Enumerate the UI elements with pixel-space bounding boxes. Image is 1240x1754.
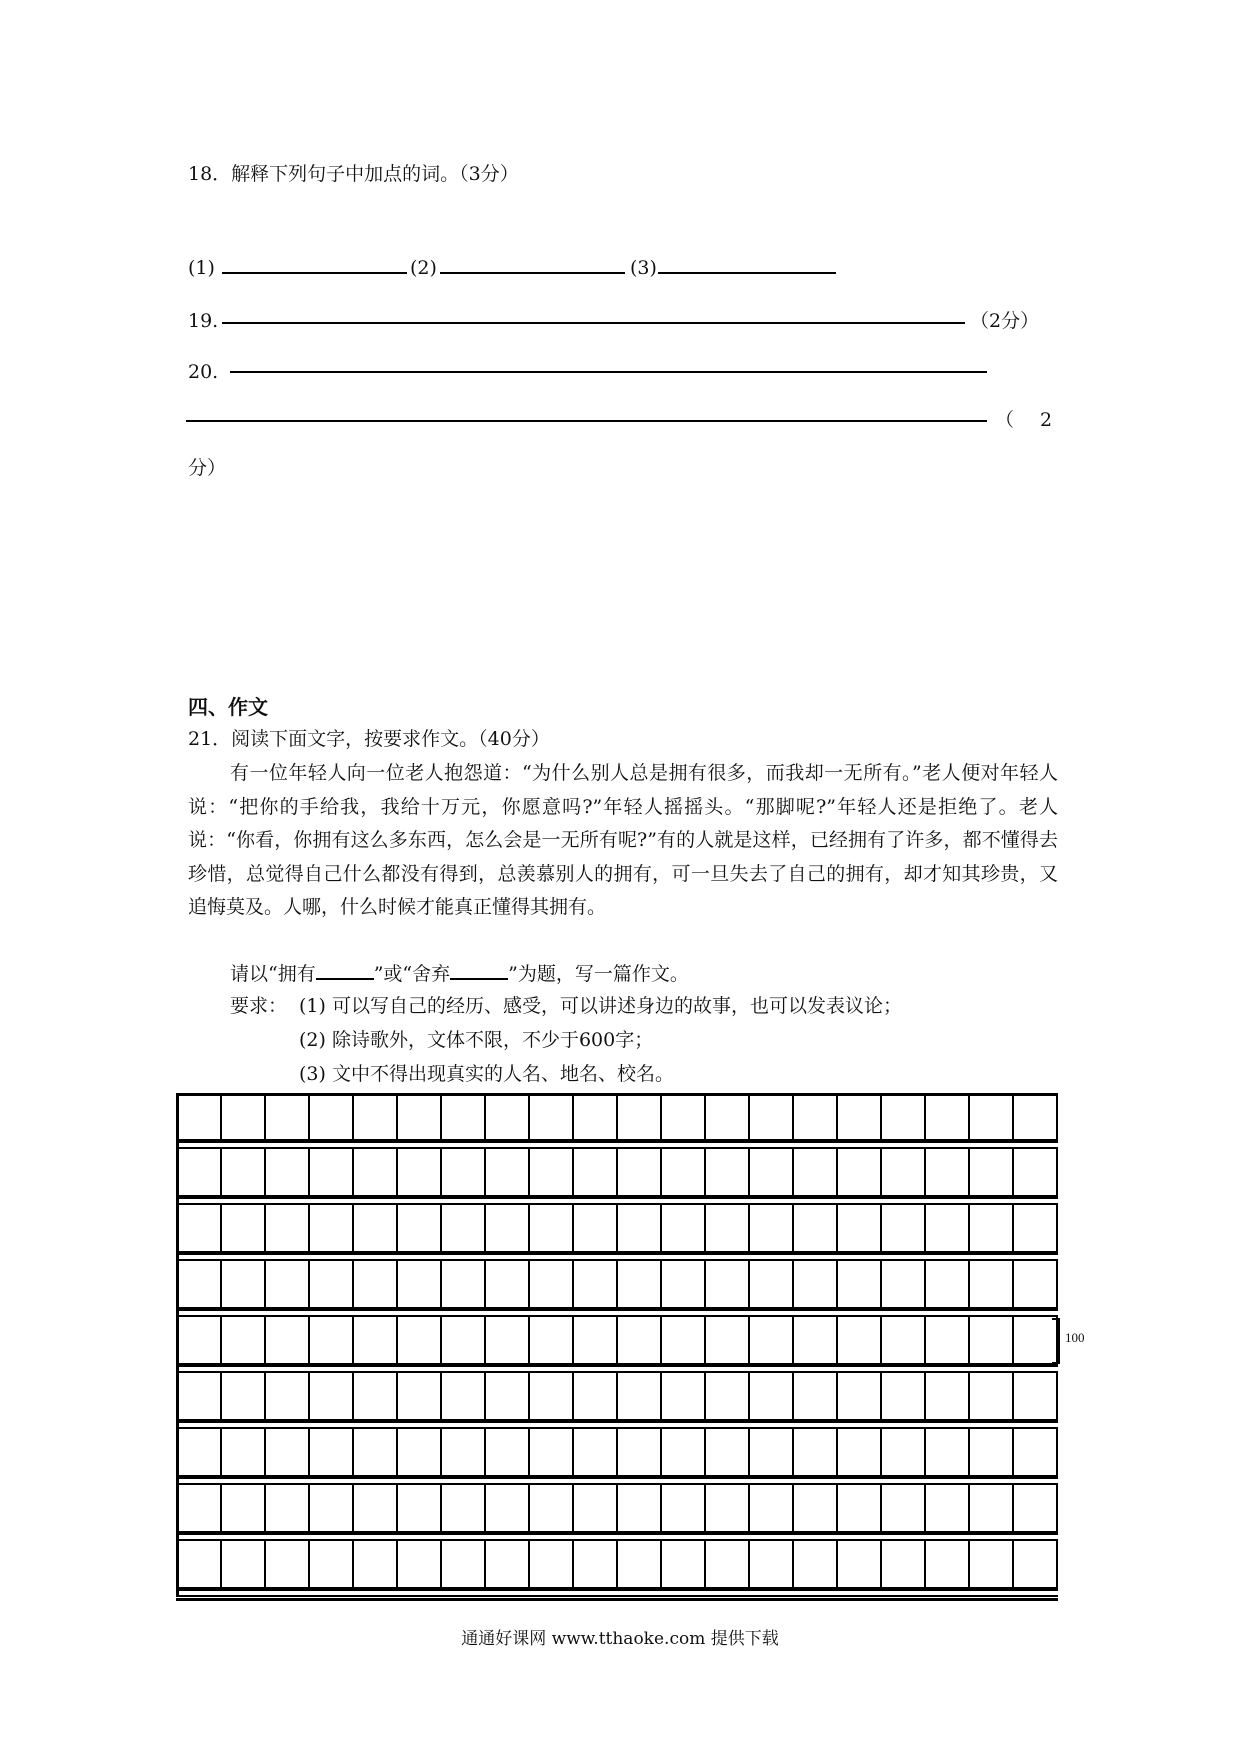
question-20-points-open: （ bbox=[995, 409, 1015, 431]
grid-row-cells bbox=[176, 1373, 1058, 1419]
grid-cell[interactable] bbox=[662, 1096, 706, 1142]
grid-cell[interactable] bbox=[222, 1317, 266, 1363]
grid-row-thick-rule bbox=[176, 1307, 1058, 1311]
q19-answer-line[interactable] bbox=[222, 322, 965, 324]
grid-cell[interactable] bbox=[750, 1541, 794, 1587]
grid-cell[interactable] bbox=[970, 1096, 1014, 1142]
grid-row-thick-rule bbox=[176, 1587, 1058, 1591]
grid-cell[interactable] bbox=[222, 1205, 266, 1251]
grid-row-thin-rule bbox=[176, 1595, 1058, 1597]
grid-cell[interactable] bbox=[1014, 1096, 1058, 1142]
grid-cell[interactable] bbox=[222, 1373, 266, 1419]
grid-cell[interactable] bbox=[1014, 1541, 1058, 1587]
grid-cell[interactable] bbox=[794, 1541, 838, 1587]
grid-cell[interactable] bbox=[310, 1205, 354, 1251]
grid-cell[interactable] bbox=[662, 1373, 706, 1419]
grid-cell[interactable] bbox=[662, 1205, 706, 1251]
grid-cell[interactable] bbox=[574, 1261, 618, 1307]
grid-cell[interactable] bbox=[750, 1205, 794, 1251]
title-instruction-part-3: ”为题，写一篇作文。 bbox=[508, 963, 689, 985]
grid-cell[interactable] bbox=[442, 1261, 486, 1307]
question-20-points-value: 2 bbox=[1040, 409, 1053, 431]
grid-cell[interactable] bbox=[178, 1541, 222, 1587]
grid-cell[interactable] bbox=[926, 1096, 970, 1142]
grid-cell[interactable] bbox=[398, 1429, 442, 1475]
grid-cell[interactable] bbox=[618, 1096, 662, 1142]
grid-cell[interactable] bbox=[1014, 1429, 1058, 1475]
grid-cell[interactable] bbox=[574, 1429, 618, 1475]
grid-cell[interactable] bbox=[750, 1096, 794, 1142]
grid-cell[interactable] bbox=[662, 1149, 706, 1195]
grid-cell[interactable] bbox=[530, 1096, 574, 1142]
grid-cell[interactable] bbox=[310, 1541, 354, 1587]
grid-cell[interactable] bbox=[970, 1149, 1014, 1195]
grid-cell[interactable] bbox=[486, 1541, 530, 1587]
grid-row-thick-rule bbox=[176, 1363, 1058, 1367]
grid-row bbox=[176, 1429, 1058, 1485]
grid-cell[interactable] bbox=[838, 1317, 882, 1363]
q18-answer-line-2[interactable] bbox=[440, 272, 625, 274]
requirements-label: 要求： bbox=[230, 995, 288, 1017]
grid-cell[interactable] bbox=[1014, 1485, 1058, 1531]
grid-cell[interactable] bbox=[882, 1149, 926, 1195]
grid-cell[interactable] bbox=[354, 1149, 398, 1195]
grid-cell[interactable] bbox=[794, 1317, 838, 1363]
grid-row bbox=[176, 1093, 1058, 1149]
grid-cell[interactable] bbox=[882, 1261, 926, 1307]
grid-cell[interactable] bbox=[354, 1541, 398, 1587]
grid-row bbox=[176, 1261, 1058, 1317]
grid-cell[interactable] bbox=[354, 1373, 398, 1419]
grid-cell[interactable] bbox=[882, 1205, 926, 1251]
grid-cell[interactable] bbox=[178, 1096, 222, 1142]
requirement-2: (2) 除诗歌外，文体不限，不少于600字； bbox=[299, 1029, 654, 1051]
grid-cell[interactable] bbox=[838, 1149, 882, 1195]
grid-cell[interactable] bbox=[882, 1096, 926, 1142]
q18-answer-line-3[interactable] bbox=[658, 272, 836, 274]
grid-cell[interactable] bbox=[486, 1373, 530, 1419]
grid-cell[interactable] bbox=[266, 1373, 310, 1419]
grid-cell[interactable] bbox=[310, 1485, 354, 1531]
grid-cell[interactable] bbox=[1014, 1149, 1058, 1195]
marker-bracket bbox=[1052, 1318, 1060, 1364]
grid-cell[interactable] bbox=[266, 1541, 310, 1587]
grid-row-cells bbox=[176, 1149, 1058, 1195]
grid-cell[interactable] bbox=[838, 1485, 882, 1531]
grid-cell[interactable] bbox=[486, 1261, 530, 1307]
grid-cell[interactable] bbox=[706, 1541, 750, 1587]
grid-cell[interactable] bbox=[530, 1205, 574, 1251]
grid-cell[interactable] bbox=[486, 1429, 530, 1475]
grid-cell[interactable] bbox=[354, 1261, 398, 1307]
grid-cell[interactable] bbox=[530, 1485, 574, 1531]
title-blank-2 bbox=[450, 960, 508, 980]
q18-blank-label-2: (2) bbox=[410, 257, 437, 279]
grid-cell[interactable] bbox=[442, 1541, 486, 1587]
grid-cell[interactable] bbox=[706, 1373, 750, 1419]
grid-cell[interactable] bbox=[618, 1205, 662, 1251]
question-19-number: 19. bbox=[188, 310, 219, 332]
grid-cell[interactable] bbox=[442, 1373, 486, 1419]
grid-cell[interactable] bbox=[354, 1205, 398, 1251]
grid-cell[interactable] bbox=[794, 1429, 838, 1475]
grid-cell[interactable] bbox=[486, 1149, 530, 1195]
grid-cell[interactable] bbox=[266, 1429, 310, 1475]
grid-cell[interactable] bbox=[266, 1149, 310, 1195]
grid-cell[interactable] bbox=[574, 1149, 618, 1195]
grid-row bbox=[176, 1317, 1058, 1373]
question-19-points: （2分） bbox=[970, 310, 1040, 332]
q18-blank-label-3: (3) bbox=[630, 257, 657, 279]
grid-cell[interactable] bbox=[266, 1096, 310, 1142]
grid-cell[interactable] bbox=[794, 1096, 838, 1142]
grid-row-thick-rule bbox=[176, 1475, 1058, 1479]
grid-row-thick-rule bbox=[176, 1139, 1058, 1143]
grid-cell[interactable] bbox=[574, 1373, 618, 1419]
grid-row-cells bbox=[176, 1317, 1058, 1363]
grid-cell[interactable] bbox=[926, 1205, 970, 1251]
grid-row-thick-rule bbox=[176, 1419, 1058, 1423]
grid-cell[interactable] bbox=[794, 1149, 838, 1195]
grid-row-cells bbox=[176, 1429, 1058, 1475]
grid-cell[interactable] bbox=[398, 1261, 442, 1307]
grid-cell[interactable] bbox=[398, 1096, 442, 1142]
grid-row-thick-rule bbox=[176, 1195, 1058, 1199]
grid-cell[interactable] bbox=[354, 1429, 398, 1475]
grid-cell[interactable] bbox=[354, 1317, 398, 1363]
grid-cell[interactable] bbox=[354, 1096, 398, 1142]
grid-cell[interactable] bbox=[970, 1205, 1014, 1251]
grid-cell[interactable] bbox=[926, 1261, 970, 1307]
grid-cell[interactable] bbox=[838, 1261, 882, 1307]
title-instruction-part-1: 请以“拥有 bbox=[230, 963, 316, 985]
grid-cell[interactable] bbox=[706, 1096, 750, 1142]
grid-cell[interactable] bbox=[266, 1485, 310, 1531]
grid-cell[interactable] bbox=[838, 1205, 882, 1251]
grid-cell[interactable] bbox=[882, 1317, 926, 1363]
q18-blank-label-1: (1) bbox=[188, 257, 215, 279]
grid-cell[interactable] bbox=[706, 1429, 750, 1475]
grid-cell[interactable] bbox=[178, 1149, 222, 1195]
grid-cell[interactable] bbox=[1014, 1261, 1058, 1307]
grid-cell[interactable] bbox=[574, 1096, 618, 1142]
grid-cell[interactable] bbox=[530, 1261, 574, 1307]
grid-cell[interactable] bbox=[178, 1485, 222, 1531]
grid-cell[interactable] bbox=[530, 1541, 574, 1587]
grid-cell[interactable] bbox=[750, 1485, 794, 1531]
grid-cell[interactable] bbox=[970, 1373, 1014, 1419]
grid-cell[interactable] bbox=[486, 1205, 530, 1251]
question-18-prompt: 18．解释下列句子中加点的词。（3分） bbox=[188, 163, 519, 185]
grid-cell[interactable] bbox=[926, 1485, 970, 1531]
grid-row bbox=[176, 1485, 1058, 1541]
grid-cell[interactable] bbox=[618, 1317, 662, 1363]
grid-cell[interactable] bbox=[530, 1317, 574, 1363]
grid-cell[interactable] bbox=[838, 1096, 882, 1142]
grid-cell[interactable] bbox=[442, 1149, 486, 1195]
grid-cell[interactable] bbox=[750, 1429, 794, 1475]
footer-text: 通通好课网 www.tthaoke.com 提供下载 bbox=[461, 1629, 779, 1649]
grid-cell[interactable] bbox=[794, 1261, 838, 1307]
q20-answer-line-2[interactable] bbox=[186, 420, 987, 422]
grid-cell[interactable] bbox=[618, 1261, 662, 1307]
grid-cell[interactable] bbox=[618, 1485, 662, 1531]
grid-cell[interactable] bbox=[574, 1205, 618, 1251]
grid-bottom-rule bbox=[176, 1598, 1058, 1601]
grid-cell[interactable] bbox=[662, 1485, 706, 1531]
grid-cell[interactable] bbox=[398, 1317, 442, 1363]
grid-cell[interactable] bbox=[970, 1261, 1014, 1307]
grid-cell[interactable] bbox=[398, 1149, 442, 1195]
grid-cell[interactable] bbox=[618, 1373, 662, 1419]
grid-row-thick-rule bbox=[176, 1251, 1058, 1255]
question-20-points-close: 分） bbox=[188, 457, 227, 479]
grid-cell[interactable] bbox=[662, 1317, 706, 1363]
composition-grid[interactable] bbox=[176, 1093, 1058, 1597]
grid-cell[interactable] bbox=[794, 1485, 838, 1531]
grid-cell[interactable] bbox=[178, 1317, 222, 1363]
grid-cell[interactable] bbox=[838, 1373, 882, 1419]
grid-cell[interactable] bbox=[178, 1429, 222, 1475]
grid-row bbox=[176, 1205, 1058, 1261]
grid-cell[interactable] bbox=[222, 1429, 266, 1475]
grid-row-thick-rule bbox=[176, 1531, 1058, 1535]
title-blank-1 bbox=[316, 960, 374, 980]
grid-cell[interactable] bbox=[486, 1317, 530, 1363]
grid-cell[interactable] bbox=[970, 1429, 1014, 1475]
grid-cell[interactable] bbox=[398, 1205, 442, 1251]
grid-row-cells bbox=[176, 1205, 1058, 1251]
question-20-number: 20. bbox=[188, 361, 219, 383]
composition-passage: 有一位年轻人向一位老人抱怨道：“为什么别人总是拥有很多，而我却一无所有。”老人便对年轻人说：“把你的手给我，我给十万元，你愿意吗?”年轻人摇摇头。“那脚呢?”年轻人还是拒绝了。老人说：“你看，你拥有这么多东西，怎么会是一无所有呢?”有的人就是这样，已经拥有了许多，都不懂得去珍惜，总觉得自己什么都没有得到，总羡慕别人的拥有，可一旦失去了自己的拥有，却才知其珍贵，又追悔莫及。人哪，什么时候才能真正懂得其拥有。 bbox=[188, 762, 1058, 918]
grid-cell[interactable] bbox=[310, 1149, 354, 1195]
grid-cell[interactable] bbox=[706, 1485, 750, 1531]
grid-cell[interactable] bbox=[530, 1373, 574, 1419]
grid-cell[interactable] bbox=[750, 1149, 794, 1195]
character-count-marker: 100 bbox=[1065, 1330, 1085, 1345]
grid-cell[interactable] bbox=[442, 1096, 486, 1142]
grid-cell[interactable] bbox=[178, 1373, 222, 1419]
grid-cell[interactable] bbox=[662, 1261, 706, 1307]
grid-row bbox=[176, 1541, 1058, 1597]
grid-cell[interactable] bbox=[1014, 1373, 1058, 1419]
grid-cell[interactable] bbox=[222, 1149, 266, 1195]
grid-cell[interactable] bbox=[222, 1096, 266, 1142]
grid-cell[interactable] bbox=[662, 1541, 706, 1587]
grid-cell[interactable] bbox=[530, 1149, 574, 1195]
grid-cell[interactable] bbox=[442, 1205, 486, 1251]
grid-cell[interactable] bbox=[442, 1429, 486, 1475]
grid-cell[interactable] bbox=[618, 1149, 662, 1195]
grid-cell[interactable] bbox=[970, 1485, 1014, 1531]
grid-cell[interactable] bbox=[266, 1317, 310, 1363]
grid-cell[interactable] bbox=[310, 1373, 354, 1419]
grid-cell[interactable] bbox=[750, 1317, 794, 1363]
grid-row bbox=[176, 1149, 1058, 1205]
grid-cell[interactable] bbox=[442, 1485, 486, 1531]
question-21-prompt: 21．阅读下面文字，按要求作文。（40分） bbox=[188, 728, 550, 750]
section-heading: 四、作文 bbox=[188, 695, 268, 719]
grid-cell[interactable] bbox=[882, 1485, 926, 1531]
grid-cell[interactable] bbox=[178, 1205, 222, 1251]
grid-cell[interactable] bbox=[926, 1373, 970, 1419]
grid-row-cells bbox=[176, 1093, 1058, 1139]
grid-cell[interactable] bbox=[882, 1541, 926, 1587]
grid-cell[interactable] bbox=[222, 1541, 266, 1587]
grid-cell[interactable] bbox=[706, 1261, 750, 1307]
grid-cell[interactable] bbox=[222, 1485, 266, 1531]
grid-cell[interactable] bbox=[1014, 1205, 1058, 1251]
grid-cell[interactable] bbox=[926, 1541, 970, 1587]
grid-cell[interactable] bbox=[750, 1261, 794, 1307]
grid-cell[interactable] bbox=[486, 1485, 530, 1531]
grid-cell[interactable] bbox=[970, 1317, 1014, 1363]
grid-cell[interactable] bbox=[310, 1096, 354, 1142]
grid-cell[interactable] bbox=[706, 1149, 750, 1195]
grid-cell[interactable] bbox=[926, 1149, 970, 1195]
grid-cell[interactable] bbox=[618, 1429, 662, 1475]
grid-cell[interactable] bbox=[486, 1096, 530, 1142]
requirement-3: (3) 文中不得出现真实的人名、地名、校名。 bbox=[299, 1063, 674, 1085]
grid-cell[interactable] bbox=[970, 1541, 1014, 1587]
grid-cell[interactable] bbox=[662, 1429, 706, 1475]
grid-cell[interactable] bbox=[706, 1317, 750, 1363]
grid-row-cells bbox=[176, 1261, 1058, 1307]
grid-cell[interactable] bbox=[574, 1485, 618, 1531]
grid-cell[interactable] bbox=[310, 1261, 354, 1307]
grid-cell[interactable] bbox=[574, 1317, 618, 1363]
grid-row-cells bbox=[176, 1485, 1058, 1531]
grid-cell[interactable] bbox=[398, 1541, 442, 1587]
grid-cell[interactable] bbox=[926, 1317, 970, 1363]
grid-cell[interactable] bbox=[882, 1429, 926, 1475]
grid-cell[interactable] bbox=[442, 1317, 486, 1363]
grid-row-cells bbox=[176, 1541, 1058, 1587]
grid-cell[interactable] bbox=[750, 1373, 794, 1419]
grid-cell[interactable] bbox=[574, 1541, 618, 1587]
grid-cell[interactable] bbox=[310, 1317, 354, 1363]
grid-cell[interactable] bbox=[398, 1485, 442, 1531]
grid-cell[interactable] bbox=[222, 1261, 266, 1307]
grid-cell[interactable] bbox=[618, 1541, 662, 1587]
q20-answer-line-1[interactable] bbox=[230, 371, 987, 373]
grid-cell[interactable] bbox=[838, 1429, 882, 1475]
grid-cell[interactable] bbox=[794, 1205, 838, 1251]
grid-cell[interactable] bbox=[354, 1485, 398, 1531]
grid-cell[interactable] bbox=[178, 1261, 222, 1307]
grid-cell[interactable] bbox=[530, 1429, 574, 1475]
grid-cell[interactable] bbox=[882, 1373, 926, 1419]
grid-cell[interactable] bbox=[310, 1429, 354, 1475]
grid-cell[interactable] bbox=[266, 1261, 310, 1307]
grid-cell[interactable] bbox=[926, 1429, 970, 1475]
grid-row bbox=[176, 1373, 1058, 1429]
grid-cell[interactable] bbox=[838, 1541, 882, 1587]
grid-cell[interactable] bbox=[794, 1373, 838, 1419]
requirement-1: (1) 可以写自己的经历、感受，可以讲述身边的故事，也可以发表议论； bbox=[299, 995, 902, 1017]
grid-cell[interactable] bbox=[266, 1205, 310, 1251]
grid-cell[interactable] bbox=[398, 1373, 442, 1419]
q18-answer-line-1[interactable] bbox=[222, 272, 407, 274]
grid-cell[interactable] bbox=[706, 1205, 750, 1251]
title-instruction bbox=[230, 960, 689, 986]
title-instruction-part-2: ”或“舍弃 bbox=[373, 963, 451, 985]
